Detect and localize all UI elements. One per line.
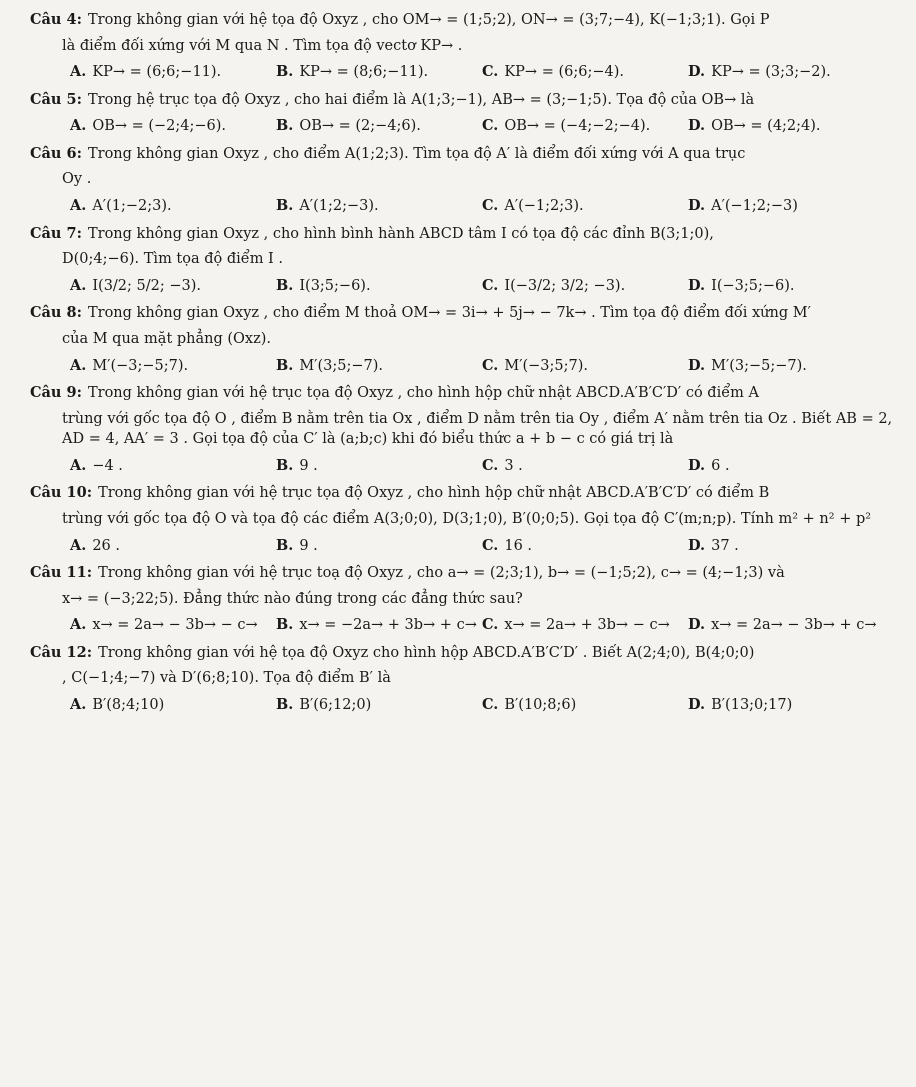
option-a: A. M′(−3;−5;7).	[70, 356, 189, 374]
question-text: Trong không gian với hệ trục tọa độ Oxyz , cho hình hộp chữ nhật ABCD.A′B′C′D′ có điểm A	[87, 385, 759, 402]
question-label: Câu 11:	[30, 564, 93, 582]
question-text-continued: của M qua mặt phẳng (Oxz).	[62, 330, 271, 347]
option-d: D. I(−3;5;−6).	[688, 276, 795, 294]
question-label: Câu 5:	[30, 90, 82, 108]
option-a: A. 26 .	[70, 536, 120, 554]
question-text-continued: trùng với gốc tọa độ O và tọa độ các điểm A(3;0;0), D(3;1;0), B′(0;0;5). Gọi tọa độ C′(m;n;p). Tính m² + n² + p²	[62, 510, 872, 527]
question-text-continued: x→ = (−3;22;5). Đẳng thức nào đúng trong các đẳng thức sau?	[62, 590, 523, 607]
option-c: C. M′(−3;5;7).	[482, 356, 589, 374]
question-text: Trong không gian với hệ trục tọa độ Oxyz , cho hình hộp chữ nhật ABCD.A′B′C′D′ có điểm B	[98, 485, 770, 502]
question-4	[30, 10, 894, 83]
option-a: A. OB→ = (−2;4;−6).	[70, 117, 227, 135]
option-d: D. B′(13;0;17)	[688, 696, 793, 714]
question-10	[30, 483, 894, 556]
answer-options	[30, 695, 894, 716]
question-label: Câu 6:	[30, 144, 82, 162]
option-c: C. I(−3/2; 3/2; −3).	[482, 276, 626, 294]
question-label: Câu 10:	[30, 484, 93, 502]
option-d: D. 6 .	[688, 456, 730, 474]
answer-options	[30, 536, 894, 557]
option-a: A. −4 .	[70, 456, 123, 474]
option-a: A. A′(1;−2;3).	[70, 197, 172, 215]
question-text: Trong không gian với hệ tọa độ Oxyz cho hình hộp ABCD.A′B′C′D′ . Biết A(2;4;0), B(4;0;0)	[98, 644, 755, 661]
question-text: Trong không gian Oxyz , cho điểm A(1;2;3). Tìm tọa độ A′ là điểm đối xứng với A qua trục	[87, 145, 746, 162]
option-d: D. OB→ = (4;2;4).	[688, 117, 821, 135]
option-c: C. x→ = 2a→ + 3b→ − c→	[482, 616, 670, 634]
question-12	[30, 643, 894, 716]
option-c: C. 3 .	[482, 456, 523, 474]
answer-options	[30, 62, 894, 83]
question-text: Trong không gian Oxyz , cho hình bình hành ABCD tâm I có tọa độ các đỉnh B(3;1;0),	[87, 225, 714, 242]
option-a: A. I(3/2; 5/2; −3).	[70, 276, 201, 294]
answer-options	[30, 356, 894, 377]
option-d: D. M′(3;−5;−7).	[688, 356, 807, 374]
answer-options	[30, 456, 894, 477]
question-7	[30, 224, 894, 297]
option-b: B. B′(6;12;0)	[276, 696, 372, 714]
option-b: B. KP→ = (8;6;−11).	[276, 63, 429, 81]
question-8	[30, 303, 894, 376]
option-c: C. 16 .	[482, 536, 533, 554]
option-a: A. B′(8;4;10)	[70, 696, 165, 714]
option-d: D. A′(−1;2;−3)	[688, 197, 798, 215]
answer-options	[30, 276, 894, 297]
answer-options	[30, 116, 894, 137]
option-a: A. x→ = 2a→ − 3b→ − c→	[70, 616, 258, 634]
option-b: B. A′(1;2;−3).	[276, 197, 379, 215]
answer-options	[30, 196, 894, 217]
option-b: B. 9 .	[276, 456, 318, 474]
option-b: B. OB→ = (2;−4;6).	[276, 117, 421, 135]
question-text-continued: D(0;4;−6). Tìm tọa độ điểm I .	[62, 251, 283, 268]
question-label: Câu 4:	[30, 11, 82, 28]
question-text: Trong hệ trục tọa độ Oxyz , cho hai điểm là A(1;3;−1), AB→ = (3;−1;5). Tọa độ của OB→ là	[87, 91, 755, 108]
question-6	[30, 144, 894, 217]
question-text-continued: , C(−1;4;−7) và D′(6;8;10). Tọa độ điểm B′ là	[62, 670, 391, 687]
question-text-continued: trùng với gốc tọa độ O , điểm B nằm trên tia Ox , điểm D nằm trên tia Oy , điểm A′ nằm trên tia Oz . Biết AB = 2, AD = 4, AA′ = 3 . Gọi tọa độ của C′ là (a;b;c) khi đó biểu thức a + b − c có giá trị là	[62, 410, 893, 448]
answer-options	[30, 615, 894, 636]
option-b: B. x→ = −2a→ + 3b→ + c→	[276, 616, 477, 634]
question-text-continued: là điểm đối xứng với M qua N . Tìm tọa độ vectơ KP→ .	[62, 37, 463, 54]
option-d: D. KP→ = (3;3;−2).	[688, 63, 831, 81]
question-text: Trong không gian với hệ trục toạ độ Oxyz , cho a→ = (2;3;1), b→ = (−1;5;2), c→ = (4;−1;3) và	[98, 565, 785, 582]
question-9	[30, 383, 894, 476]
question-label: Câu 8:	[30, 304, 82, 322]
option-d: D. x→ = 2a→ − 3b→ + c→	[688, 616, 877, 634]
question-text: Trong không gian Oxyz , cho điểm M thoả OM→ = 3i→ + 5j→ − 7k→ . Tìm tọa độ điểm đối xứng M′	[87, 305, 811, 322]
question-label: Câu 7:	[30, 224, 82, 242]
question-label: Câu 12:	[30, 643, 93, 661]
option-c: C. KP→ = (6;6;−4).	[482, 63, 624, 81]
option-c: C. B′(10;8;6)	[482, 696, 577, 714]
question-label: Câu 9:	[30, 384, 82, 402]
option-c: C. OB→ = (−4;−2;−4).	[482, 117, 651, 135]
option-b: B. M′(3;5;−7).	[276, 356, 383, 374]
option-d: D. 37 .	[688, 536, 739, 554]
option-c: C. A′(−1;2;3).	[482, 197, 584, 215]
option-b: B. 9 .	[276, 536, 318, 554]
option-a: A. KP→ = (6;6;−11).	[70, 63, 222, 81]
question-text-continued: Oy .	[62, 171, 92, 188]
option-b: B. I(3;5;−6).	[276, 276, 371, 294]
question-11	[30, 563, 894, 636]
question-text: Trong không gian với hệ tọa độ Oxyz , cho OM→ = (1;5;2), ON→ = (3;7;−4), K(−1;3;1). Gọi P	[87, 12, 770, 28]
question-5	[30, 90, 894, 137]
